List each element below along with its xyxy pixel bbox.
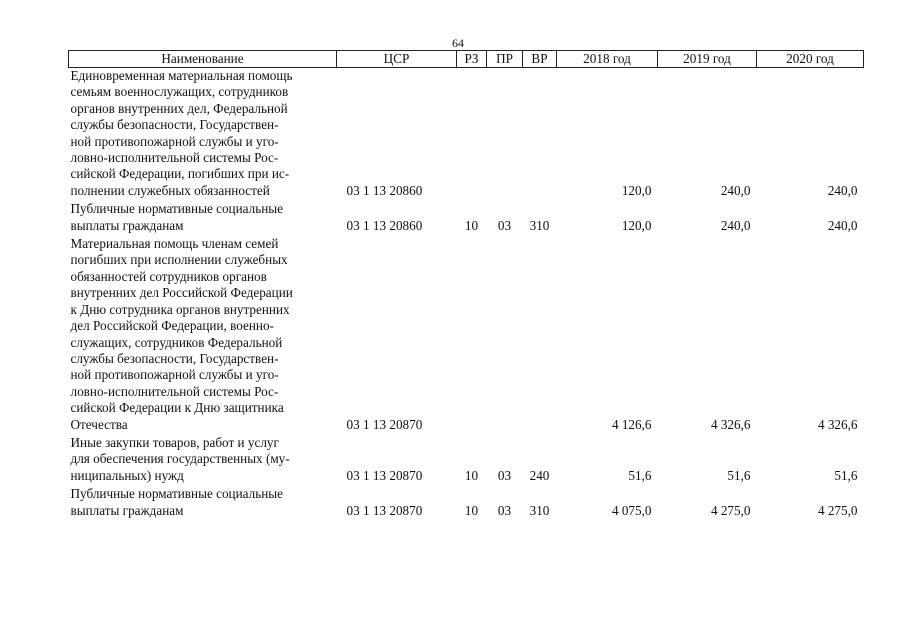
name-line: Публичные нормативные социальные [70,486,283,502]
table-body [69,68,864,521]
cell-2018: 51,6 [628,467,652,483]
cell-csr: 03 1 13 20860 [346,182,423,198]
cell-csr: 03 1 13 20870 [346,502,423,518]
name-line: семьям военнослужащих, сотрудников [70,84,289,100]
cell-2019: 240,0 [720,182,751,198]
cell-pr: 03 [497,502,512,518]
cell-2019: 51,6 [727,467,751,483]
cell-rz: 10 [464,217,479,233]
name-line: службы безопасности, Государствен- [70,117,279,133]
budget-table [68,50,864,521]
cell-2019: 4 275,0 [710,502,751,518]
cell-pr: 03 [497,217,512,233]
table-row [69,201,864,236]
name-line: ниципальных) нужд [70,467,184,483]
cell-name [69,68,337,202]
header-2020: 2020 год [757,51,864,68]
header-vr: ВР [523,51,557,68]
cell-csr: 03 1 13 20860 [346,217,423,233]
cell-vr [523,68,557,202]
cell-2020: 4 326,6 [817,416,858,432]
table-row [69,236,864,435]
cell-rz [457,68,487,202]
name-line: Отечества [70,416,128,432]
cell-vr: 240 [529,467,550,483]
name-line: служащих, сотрудников Федеральной [70,334,283,350]
name-line: полнении служебных обязанностей [70,182,270,198]
cell-2018: 120,0 [621,217,652,233]
name-line: ловно-исполнительной системы Рос- [70,383,279,399]
cell-2020: 51,6 [834,467,858,483]
cell-pr [487,68,523,202]
name-line: ловно-исполнительной системы Рос- [70,150,279,166]
cell-name [69,486,337,521]
cell-name [69,435,337,486]
cell-rz: 10 [464,467,479,483]
table-row [69,486,864,521]
header-name: Наименование [69,51,337,68]
header-pr: ПР [487,51,523,68]
cell-2020: 240,0 [827,182,858,198]
name-line: органов внутренних дел, Федеральной [70,100,288,116]
cell-2018: 4 126,6 [611,416,652,432]
header-csr: ЦСР [337,51,457,68]
cell-2019: 4 326,6 [710,416,751,432]
name-line: выплаты гражданам [70,502,184,518]
cell-name [69,201,337,236]
table-row [69,68,864,202]
name-line: выплаты гражданам [70,217,184,233]
cell-vr [523,236,557,435]
name-line: дел Российской Федерации, военно- [70,318,274,334]
cell-csr: 03 1 13 20870 [346,416,423,432]
header-2019: 2019 год [658,51,757,68]
name-line: обязанностей сотрудников органов [70,268,267,284]
cell-vr: 310 [529,502,550,518]
name-line: Материальная помощь членам семей [70,236,279,252]
cell-vr: 310 [529,217,550,233]
cell-rz: 10 [464,502,479,518]
name-line: службы безопасности, Государствен- [70,350,279,366]
cell-name [69,236,337,435]
name-line: Иные закупки товаров, работ и услуг [70,434,279,450]
cell-2020: 4 275,0 [817,502,858,518]
name-line: погибших при исполнении служебных [70,252,288,268]
cell-csr: 03 1 13 20870 [346,467,423,483]
page-number: 64 [452,36,464,50]
cell-pr: 03 [497,467,512,483]
name-line: для обеспечения государственных (му- [70,451,290,467]
name-line: внутренних дел Российской Федерации [70,285,293,301]
header-2018: 2018 год [557,51,658,68]
cell-rz [457,236,487,435]
cell-2018: 120,0 [621,182,652,198]
cell-2020: 240,0 [827,217,858,233]
name-line: сийской Федерации к Дню защитника [70,400,284,416]
cell-pr [487,236,523,435]
cell-2019: 240,0 [720,217,751,233]
name-line: ной противопожарной службы и уго- [70,367,279,383]
name-line: Единовременная материальная помощь [70,68,293,83]
header-rz: РЗ [457,51,487,68]
table-header-row [69,51,864,68]
name-line: ной противопожарной службы и уго- [70,133,279,149]
name-line: сийской Федерации, погибших при ис- [70,166,290,182]
name-line: Публичные нормативные социальные [70,201,283,217]
cell-2018: 4 075,0 [611,502,652,518]
name-line: к Дню сотрудника органов внутренних [70,301,290,317]
table-row [69,435,864,486]
